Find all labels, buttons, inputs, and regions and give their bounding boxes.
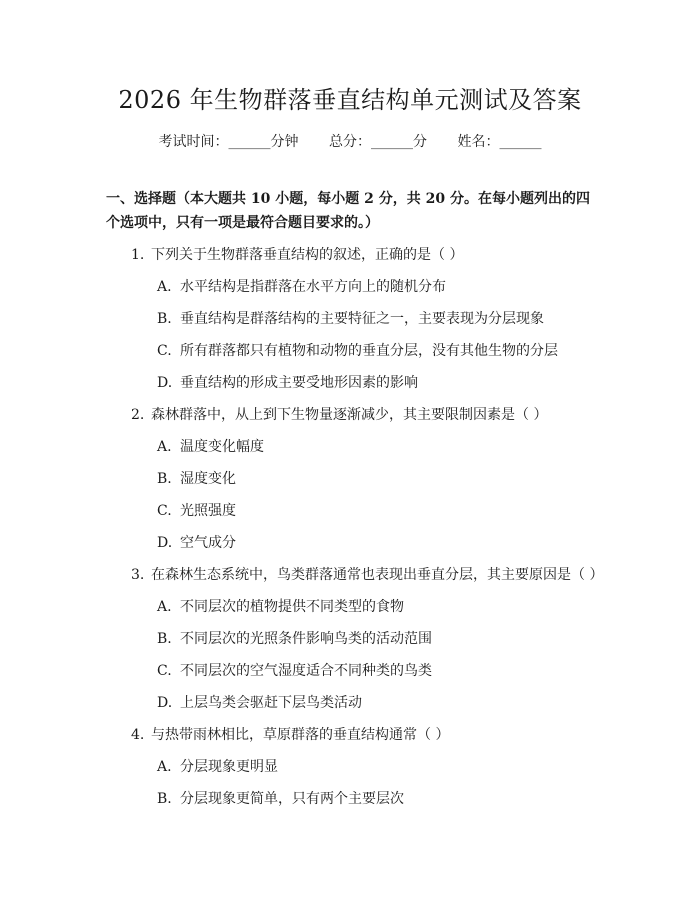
question-3-option-c — [157, 660, 432, 680]
option-text: 不同层次的植物提供不同类型的食物 — [180, 599, 404, 615]
question-2 — [131, 404, 547, 424]
option-text: 不同层次的空气湿度适合不同种类的鸟类 — [180, 663, 432, 679]
option-letter: B. — [157, 311, 172, 327]
question-1-option-c — [157, 340, 558, 360]
option-letter: C. — [157, 663, 172, 679]
student-name-field: 姓名：______ — [457, 134, 542, 150]
question-4 — [131, 724, 449, 744]
option-text: 光照强度 — [180, 503, 236, 519]
total-score-field: 总分：______分 — [329, 134, 427, 150]
option-text: 上层鸟类会驱赶下层鸟类活动 — [180, 695, 362, 711]
option-letter: B. — [157, 471, 172, 487]
question-1 — [131, 244, 463, 264]
option-text: 空气成分 — [180, 535, 236, 551]
option-letter: D. — [157, 535, 173, 551]
question-2-option-a — [157, 436, 264, 456]
question-number: 2. — [131, 407, 145, 423]
option-text: 分层现象更明显 — [180, 759, 278, 775]
question-2-option-b — [157, 468, 236, 488]
question-text: 与热带雨林相比，草原群落的垂直结构通常（ ） — [151, 727, 450, 743]
question-number: 3. — [131, 567, 145, 583]
option-text: 湿度变化 — [180, 471, 236, 487]
option-text: 垂直结构是群落结构的主要特征之一，主要表现为分层现象 — [180, 311, 544, 327]
option-letter: B. — [157, 791, 172, 807]
option-letter: C. — [157, 503, 172, 519]
question-text: 在森林生态系统中，鸟类群落通常也表现出垂直分层，其主要原因是（ ） — [151, 567, 604, 583]
question-4-option-a — [157, 756, 278, 776]
question-4-option-b — [157, 788, 404, 808]
option-letter: A. — [157, 759, 172, 775]
option-text: 所有群落都只有植物和动物的垂直分层，没有其他生物的分层 — [180, 343, 558, 359]
question-3 — [131, 564, 603, 584]
document-title: 2026 年生物群落垂直结构单元测试及答案 — [118, 86, 582, 114]
question-3-option-b — [157, 628, 432, 648]
option-text: 分层现象更简单，只有两个主要层次 — [180, 791, 404, 807]
option-letter: A. — [157, 599, 172, 615]
option-letter: C. — [157, 343, 172, 359]
exam-info-line — [0, 131, 700, 151]
question-3-option-d — [157, 692, 362, 712]
section-heading: 一、选择题（本大题共 10 小题，每小题 2 分，共 20 分。在每小题列出的四个选项中，只有一项是最符合题目要求的。） — [106, 191, 590, 231]
option-letter: B. — [157, 631, 172, 647]
question-3-option-a — [157, 596, 404, 616]
option-text: 垂直结构的形成主要受地形因素的影响 — [180, 375, 418, 391]
question-1-option-a — [157, 276, 446, 296]
option-text: 水平结构是指群落在水平方向上的随机分布 — [180, 279, 446, 295]
option-text: 温度变化幅度 — [180, 439, 264, 455]
option-letter: D. — [157, 375, 173, 391]
question-number: 4. — [131, 727, 145, 743]
option-letter: A. — [157, 439, 172, 455]
question-2-option-c — [157, 500, 236, 520]
question-text: 森林群落中，从上到下生物量逐渐减少，其主要限制因素是（ ） — [151, 407, 548, 423]
question-1-option-d — [157, 372, 418, 392]
exam-time-field: 考试时间：______分钟 — [158, 134, 299, 150]
question-number: 1. — [131, 247, 145, 263]
question-1-option-b — [157, 308, 544, 328]
question-text: 下列关于生物群落垂直结构的叙述，正确的是（ ） — [151, 247, 464, 263]
option-letter: D. — [157, 695, 173, 711]
option-text: 不同层次的光照条件影响鸟类的活动范围 — [180, 631, 432, 647]
option-letter: A. — [157, 279, 172, 295]
question-2-option-d — [157, 532, 236, 552]
